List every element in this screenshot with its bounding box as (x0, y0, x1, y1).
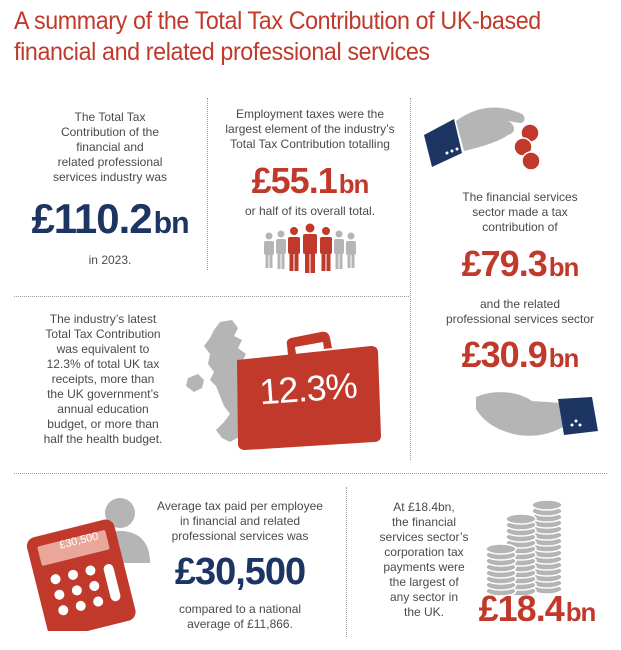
corporation-text-line: corporation tax (384, 545, 464, 559)
corporation-text-line: any sector in (389, 590, 459, 604)
corporation-text-line: At £18.4bn, (393, 500, 455, 514)
ttc-text-line: financial and (76, 140, 144, 154)
employment-value-number: £55.1 (251, 160, 337, 201)
open-hand-shape (476, 392, 566, 436)
corporation-text-line: the financial (391, 515, 457, 529)
sector-description (430, 190, 610, 235)
employment-after-text: or half of its overall total. (244, 204, 376, 218)
share-text-line: half the health budget. (43, 432, 163, 446)
share-text-line: receipts, more than (51, 372, 155, 386)
receiving-hand-icon (470, 385, 605, 450)
corporation-value-number: £18.4 (478, 588, 564, 629)
share-text-line: budget, or more than (47, 417, 159, 431)
people-group-icon (262, 222, 358, 274)
divider-vertical-1 (207, 98, 208, 270)
divider-vertical-3 (346, 487, 347, 637)
sector-middle-text (430, 297, 610, 327)
share-text-line: was equivalent to (56, 342, 150, 356)
person-calculator-icon (26, 493, 150, 631)
divider-vertical-2 (410, 98, 411, 460)
hand-coins-icon (420, 95, 550, 180)
calculator-display-text: £30,500 (58, 530, 100, 552)
sector-middle-line: professional services sector (445, 312, 595, 326)
corporation-value-unit: bn (565, 599, 596, 627)
sector-value2-number: £30.9 (461, 334, 547, 375)
ttc-text-line: related professional (57, 155, 163, 169)
divider-horizontal-1 (14, 296, 409, 297)
sector-middle-line: and the related (479, 297, 561, 311)
coin-stacks-icon (485, 497, 565, 597)
corporation-value (462, 588, 612, 634)
ttc-text-line: services industry was (52, 170, 168, 184)
share-description (28, 312, 178, 447)
ttc-text-line: The Total Tax (74, 110, 146, 124)
ttc-value-number: £110.2 (31, 195, 152, 242)
corporation-text-line: the UK. (403, 605, 445, 619)
share-text-line: Total Tax Contribution (45, 327, 161, 341)
employee-text-line: Average tax paid per employee (157, 499, 323, 513)
divider-horizontal-2 (14, 473, 607, 474)
sector-text-line: sector made a tax (472, 205, 568, 219)
sector-value2-unit: bn (548, 345, 579, 373)
sector-value-unit: bn (548, 254, 579, 282)
ttc-description (30, 110, 190, 185)
employment-text-line: Employment taxes were the (235, 107, 385, 121)
employment-value (220, 160, 400, 206)
share-text-line: annual education (57, 402, 149, 416)
employee-text-line: in financial and related (179, 514, 301, 528)
employment-value-unit: bn (338, 171, 369, 199)
share-text-line: 12.3% of total UK tax (46, 357, 160, 371)
title-line-2: financial and related professional services (14, 38, 430, 66)
employee-after-line: average of £11,866. (187, 617, 293, 631)
share-text-line: the UK government’s (47, 387, 159, 401)
sector-value-professional (430, 334, 610, 380)
employment-text-line: Total Tax Contribution totalling (230, 137, 390, 151)
employee-value: £30,500 (174, 551, 306, 593)
ttc-value-unit: bn (153, 207, 189, 240)
ttc-year-text: in 2023. (88, 253, 132, 267)
corporation-description (372, 500, 476, 620)
employee-description (150, 499, 330, 544)
employee-after-line: compared to a national (178, 602, 302, 616)
page-title (14, 6, 572, 68)
ttc-text-line: Contribution of the (60, 125, 160, 139)
corporation-text-line: the largest of (389, 575, 459, 589)
sector-value-financial (430, 243, 610, 289)
share-text-line: The industry’s latest (49, 312, 157, 326)
employment-description (220, 107, 400, 152)
sector-value-number: £79.3 (461, 243, 547, 284)
ttc-value (22, 194, 198, 249)
share-value: 12.3% (258, 364, 358, 413)
title-line-1: A summary of the Total Tax Contribution of UK-based (14, 7, 541, 35)
employment-text-line: largest element of the industry’s (225, 122, 395, 136)
employee-text-line: professional services was (171, 529, 309, 543)
sector-text-line: contribution of (482, 220, 558, 234)
employee-after-text (150, 602, 330, 632)
corporation-text-line: services sector’s (379, 530, 469, 544)
northern-ireland-shape (186, 374, 204, 392)
cuff-shape (558, 397, 598, 435)
sector-text-line: The financial services (462, 190, 578, 204)
corporation-text-line: payments were (383, 560, 465, 574)
sleeve-shape (424, 119, 462, 167)
